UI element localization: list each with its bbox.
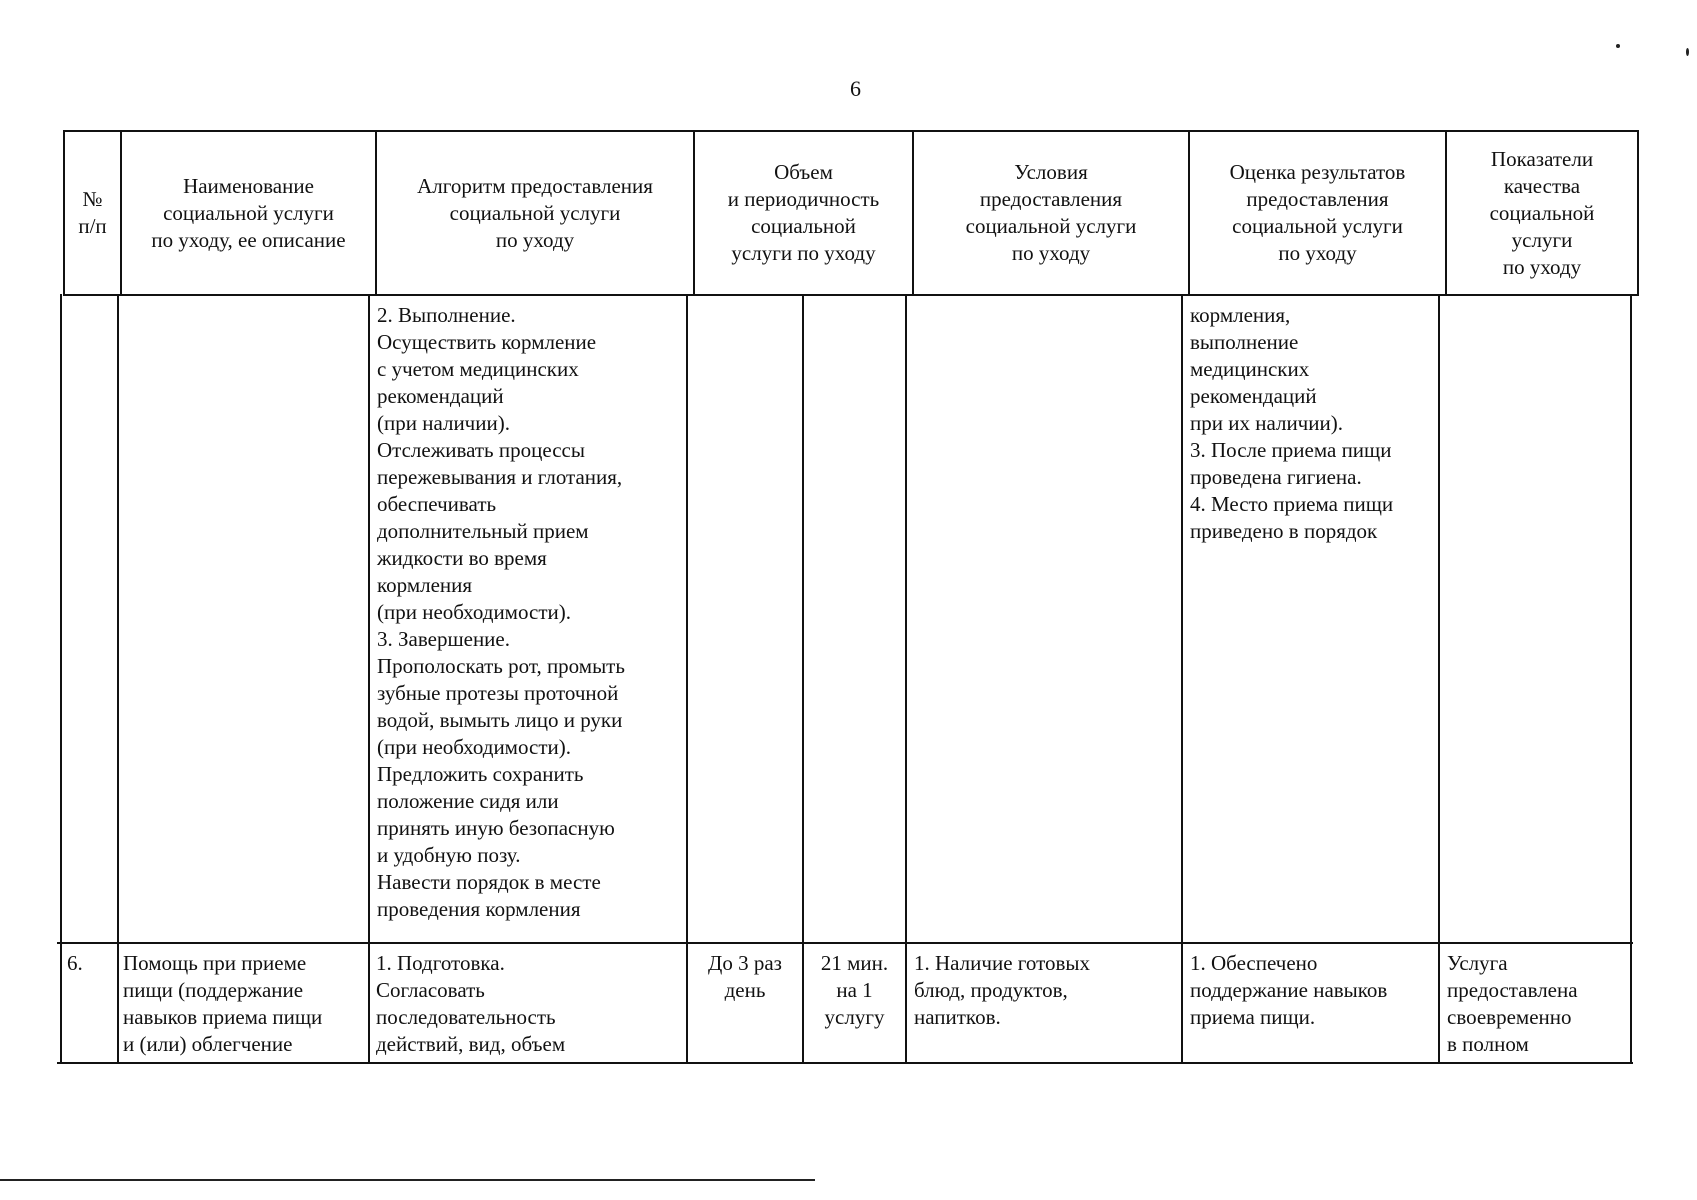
row-6-algorithm: 1. Подготовка. Согласовать последовательность действий, вид, объем [376,951,566,1056]
footnote-separator-line [0,1179,815,1181]
col-border [368,294,370,1062]
services-table [57,130,1639,1064]
row-6-volume: До 3 раз день [708,951,782,1002]
header-evaluation: Оценка результатов предоставления социальной услуги по уходу [1229,160,1406,265]
scan-speck [1616,44,1620,48]
col-border [905,294,907,1062]
table-bottom-border [57,1062,1633,1064]
col-border [1630,294,1632,1062]
row-6-number: 6. [67,951,83,975]
header-volume: Объем и периодичность социальной услуги по уходу [727,160,880,265]
header-algorithm: Алгоритм предоставления социальной услуги по уходу [417,173,653,252]
header-quality: Показатели качества социальной услуги по уходу [1489,146,1595,279]
row-6-service-name: Помощь при приеме пищи (поддержание навыков приема пищи и (или) облегчение [123,951,323,1056]
header-bottom-border [63,294,1639,296]
header-conditions: Условия предоставления социальной услуги по уходу [965,160,1137,265]
header-service-name: Наименование социальной услуги по уходу, ее описание [151,173,346,252]
row-6-quality: Услуга предоставлена своевременно в полном [1447,951,1578,1056]
col-border [1637,130,1639,294]
scan-speck [1686,48,1689,56]
col-border [60,294,62,1062]
col-border [802,294,804,1062]
evaluation-continued-text: кормления, выполнение медицинских рекомендаций при их наличии). 3. После приема пищи проведена гигиена. 4. Место приема пищи приведено в порядок [1190,303,1394,543]
algorithm-continued-text: 2. Выполнение. Осуществить кормление с учетом медицинских рекомендаций (при наличии). Отслеживать процессы пережевывания и глотания, обеспечивать дополнительный прием жидкости во время кормления (при необходимости). 3. Завершение. Прополоскать рот, промыть зубные протезы проточной водой, вымыть лицо и руки (при необходимости). Предложить сохранить положение сидя или принять иную безопасную и удобную позу. Навести порядок в месте проведения кормления [377,303,625,921]
header-num: № п/п [78,187,107,238]
row-6-conditions: 1. Наличие готовых блюд, продуктов, напитков. [914,951,1090,1029]
col-border [1181,294,1183,1062]
col-border [117,294,119,1062]
row-6-time: 21 мин. на 1 услугу [820,951,889,1029]
row-6-evaluation: 1. Обеспечено поддержание навыков приема пищи. [1190,951,1388,1029]
page-number: 6 [850,76,861,101]
row-divider [57,942,1633,944]
